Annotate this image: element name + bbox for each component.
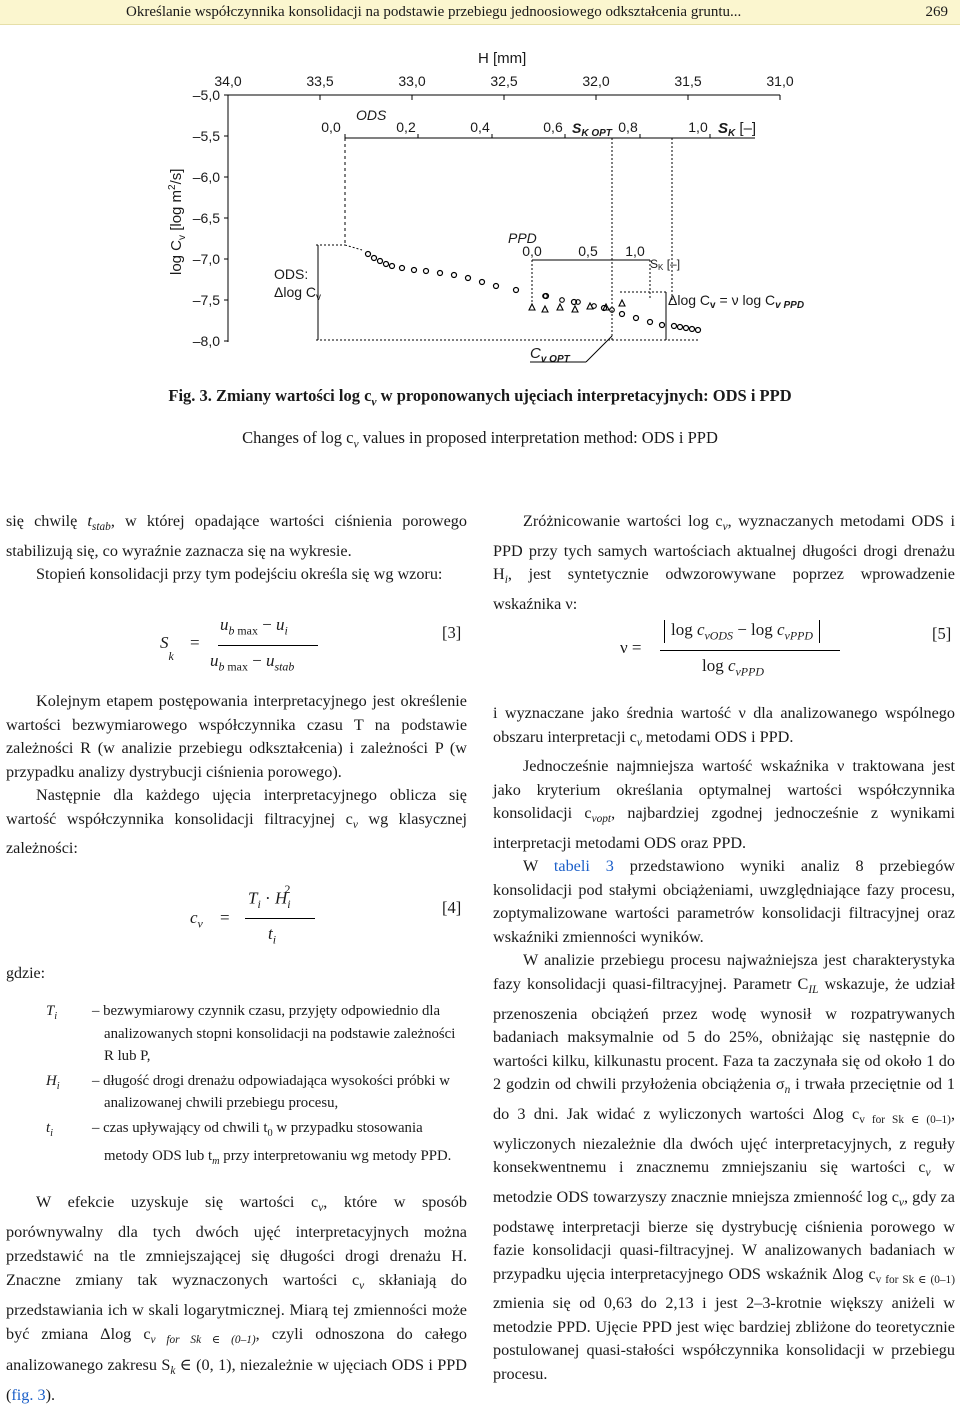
para: ). (45, 1385, 55, 1404)
para: w metodzie ODS towarzyszy znacznie mniejsza zmienność log c (493, 1158, 955, 1206)
para: Następnie dla każdego ujęcia interpretacyjnego oblicza się wartość współczynnika konsolidacji filtracyjnej c (6, 786, 467, 828)
para: wskazuje, że udział przenoszenia obciążeń przez wodę wynosił w rozpatrywanych badaniach maksymalnie od 5 do 25%, obniżając się następnie do wartości kilku, kilkunastu procent. Faza ta zaczynała się od około 1 do 2 godzin od chwili przyłożenia obciążenia σ (493, 974, 956, 1094)
ods-tick: 0,4 (470, 119, 490, 135)
def-Hi: $H_i$ – długość drogi drenażu odpowiadająca wysokości próbki w analizowanej chwili przebiegu procesu, (6, 1070, 467, 1115)
equation-3: $S_k$ = $u_{b max} - u_i$ $u_{b max} - u_{stab}$ [3] (160, 615, 462, 674)
para: , wyliczonych niezależnie dla dwóch ujęć interpretacyjnych, z reguły konsekwentnemu i znacznemu zmniejszaniu się wartości c (493, 1104, 955, 1177)
running-title: Określanie współczynnika konsolidacji na podstawie przebiegu jednoosiowego odkształcenia gruntu... (126, 4, 742, 20)
para: Jednocześnie najmniejsza wartość wskaźnika ν traktowana jest jako kryterium określania optymalnej wartości współczynnika konsolidacji c (493, 757, 955, 823)
para: i wyznaczane jako średnia wartość ν dla analizowanego wspólnego obszaru interpretacji c (493, 704, 955, 746)
para: wg klasycznej zależności: (6, 809, 467, 858)
para: skłaniają do przedstawiania ich w skali logarytmicznej. Miarą tej zmienności może być zmiana Δlog c (6, 1271, 467, 1344)
ods-tick: 0,2 (396, 119, 416, 135)
para: W efekcie uzyskuje się wartości c (36, 1193, 319, 1211)
para: metodami ODS i PPD. (641, 727, 794, 746)
ods-label: ODS (356, 107, 387, 123)
figure-caption-pl: Fig. 3. Zmiany wartości $\log c_v$ w proponowanych ujęciach interpretacyjnych: ODS i PPD (168, 386, 792, 409)
h-tick: 33,5 (306, 73, 334, 89)
h-tick: 33,0 (398, 73, 426, 89)
para: , w której opadające wartości ciśnienia porowego stabilizują się, co wyraźnie zaznacza się na wykresie. (6, 512, 467, 560)
ppd-tick: 0,0 (522, 243, 542, 259)
para: , gdy za podstawę interpretacji bierze się dystrybucję ciśnienia porowego w fazie konsolidacji quasi-filtracyjnej. W analizowanych badaniach w przypadku ujęcia interpretacyjnego ODS wskaźnik Δlog c (493, 1187, 955, 1283)
y-tick: –6,0 (192, 169, 220, 185)
def-text: – długość drogi drenażu odpowiadająca wysokości próbki w analizowanej chwili przebiegu procesu, (92, 1072, 450, 1111)
table-link[interactable]: tabeli 3 (553, 857, 614, 876)
y-tick: –7,0 (192, 251, 220, 267)
gdzie-label: gdzie: (6, 965, 46, 982)
equation-number: [3] (442, 623, 462, 642)
fig-link[interactable]: fig. 3 (11, 1385, 46, 1404)
ods-tick: 0,8 (618, 119, 638, 135)
sk-axis-label: $S_K$ [–] (718, 120, 757, 139)
y-tick: –5,5 (192, 128, 220, 144)
para: W (523, 857, 554, 876)
para: i trwała przeciętnie od 1 do 3 dni. Jak widać z wyliczonych wartości Δlog c (493, 1075, 956, 1123)
definitions (6, 1000, 467, 1173)
h-tick: 32,5 (490, 73, 518, 89)
y-tick: –6,5 (192, 210, 220, 226)
para: , jest syntetycznie odwzorowywane poprzez wprowadzenie wskaźnika ν: (493, 565, 955, 613)
caption-en-text: Changes of log c (242, 428, 354, 447)
def-Ti: $T_i$ – bezwymiarowy czynnik czasu, przyjęty odpowiednio dla analizowanych stopni konsolidacji na podstawie zależności R lub P, (6, 1000, 467, 1068)
y-tick: –7,5 (192, 292, 220, 308)
equation-5: ν = $\log c_{vODS} - \log c_{vPPD}$ $\log c_{vPPD}$ [5] (620, 620, 952, 679)
y-ticks (193, 87, 228, 349)
sk-opt-label: $S_{K OPT}$ (572, 120, 612, 139)
y-tick: –8,0 (192, 333, 220, 349)
y-axis-label (167, 169, 188, 275)
h-axis-title: H [mm] (478, 50, 527, 67)
para: , najbardziej zgodnej jednocześnie z wynikami interpretacji metodami ODS oraz PPD. (493, 804, 956, 852)
right-column-body: i wyznaczane jako średnia wartość ν dla analizowanego wspólnego obszaru interpretacji $c_v$ metodami ODS i PPD. Jednocześnie najmniejsza wartość wskaźnika ν traktowana jest jako kryterium określania optymalnej wartości współczynnika konsolidacji $c_{vopt}$, najbardziej zgodnej jednocześnie z wynikami interpretacji metodami ODS oraz PPD. W tabeli 3 przedstawiono wyniki analiz 8 przebiegów konsolidacji pod stałymi obciążeniami, uwzględniające fazy procesu, zoptymalizowane wartości parametrów konsolidacji filtracyjnej oraz wskaźniki zmienności wyników. W analizie przebiegu procesu najważniejsza jest charakterystyka fazy konsolidacji quasi-filtracyjnej. Parametr $C_{IL}$ wskazuje, że udział przenoszenia obciążeń przez wodę wynosił w rozpatrywanych badaniach maksymalnie od 5 do 25%, obniżając się następnie do wartości kilku, kilkunastu procent. Faza ta zaczynała się od około 1 do 2 godzin od chwili przyłożenia obciążenia $\sigma_n$ i trwała przeciętnie od 1 do 3 dni. Jak widać z wyliczonych wartości Δlog $c_{v for Sk \in (0-1)}$, wyliczonych niezależnie dla dwóch ujęć interpretacyjnych, z reguły konsekwentnemu i znacznemu zmniejszaniu się wartości $c_v$ w metodzie ODS towarzyszy znacznie mniejsza zmienność $\log c_v$, gdy za podstawę interpretacji bierze się dystrybucję ciśnienia porowego w fazie konsolidacji quasi-filtracyjnej. W analizowanych badaniach w przypadku ujęcia interpretacyjnego ODS wskaźnik Δlog $c_{v for Sk \in (0-1)}$ zmienia się od 0,63 do 2,13 i jest 2–3-krotnie większy aniżeli w metodzie PPD. Ujęcie PPD jest więc bardziej zbliżone do teoretycznie postulowanej quasi-stałości współczynnika konsolidacji w przebiegu procesu. (493, 704, 956, 1383)
ppd-sk-label: SK [–] (650, 257, 681, 272)
figure-3 (0, 30, 960, 370)
def-text: – bezwymiarowy czynnik czasu, przyjęty odpowiednio dla analizowanych stopni konsolidacji na podstawie zależności R lub P, (92, 1003, 456, 1064)
h-tick: 31,5 (674, 73, 702, 89)
figure-caption-en: Changes of $\log c_v$ values in proposed interpretation method: ODS i PPD (242, 428, 718, 451)
para: się chwilę (6, 512, 88, 530)
para: W analizie przebiegu procesu najważniejsza jest charakterystyka fazy konsolidacji quasi-filtracyjnej. Parametr C (493, 951, 955, 993)
page-number: 269 (925, 4, 948, 20)
para: , czyli odnoszona do całego analizowanego zakresu S (6, 1325, 467, 1374)
ods-tick: 1,0 (688, 119, 708, 135)
ods-delta-expr: Δlog $C_v$ (274, 284, 322, 303)
def-text: przy interpretowaniu wg metody PPD. (219, 1147, 452, 1164)
h-tick: 32,0 (582, 73, 610, 89)
caption-en-rest: values in proposed interpretation method: ODS i PPD (358, 428, 718, 447)
equation-number: [5] (932, 624, 952, 643)
left-column-bottom: W efekcie uzyskuje się wartości $c_v$, które w sposób porównywalny dla tych dwóch ujęć interpretacyjnych można przedstawić na tle zmniejszającej się długości drogi drenażu H. Znaczne zmiany tak wyznaczonych wartości $c_v$ skłaniają do przedstawiania ich w skali logarytmicznej. Miarą tej zmienności może być zmiana Δlog $c_{v for Sk \in (0-1)}$, czyli odnoszona do całego analizowanego zakresu $S_k$ ∈ (0, 1), niezależnie w ujęciach ODS i PPD (fig. 3). (6, 1193, 467, 1404)
def-text: w przypadku stosowania metody ODS lub t (104, 1119, 423, 1164)
para: , które w sposób porównywalny dla tych dwóch ujęć interpretacyjnych można przedstawić na tle zmniejszającej się długości drogi drenażu H. Znaczne zmiany tak wyznaczonych wartości c (6, 1193, 467, 1290)
para: , wyznaczanych metodami ODS i PPD przy tych samych wartościach aktualnej długości drogi drenażu H (493, 512, 955, 584)
ods-delta-label: ODS: (274, 266, 309, 282)
def-text: – czas upływający od chwili t (92, 1119, 268, 1136)
left-column-top: się chwilę $t_{stab}$, w której opadające wartości ciśnienia porowego stabilizują się, co wyraźnie zaznacza się na wykresie. Stopień konsolidacji przy tym podejściu określa się wg wzoru: (6, 512, 467, 584)
y-tick: –5,0 (192, 87, 220, 103)
caption-pl-text: Zmiany wartości log c (216, 386, 372, 405)
ods-tick: 0,6 (543, 119, 563, 135)
para: Stopień konsolidacji przy tym podejściu określa się wg wzoru: (36, 565, 443, 584)
para: ∈ (0, 1), niezależnie w ujęciach ODS i PPD ( (6, 1355, 467, 1404)
para: Zróżnicowanie wartości log c (523, 512, 723, 530)
para: przedstawiono wyniki analiz 8 przebiegów konsolidacji pod stałymi obciążeniami, uwzględniające fazy procesu, zoptymalizowane wartości parametrów konsolidacji filtracyjnej oraz wskaźniki zmienności wyników. (493, 857, 955, 946)
h-ticks (214, 73, 793, 100)
h-tick: 31,0 (766, 73, 794, 89)
right-column-top: Zróżnicowanie wartości $\log c_v$, wyznaczanych metodami ODS i PPD przy tych samych wartościach aktualnej długości drogi drenażu $H_i$, jest syntetycznie odwzorowywane poprzez wprowadzenie wskaźnika ν: (493, 512, 955, 613)
ods-tick: 0,0 (321, 119, 341, 135)
running-header (0, 0, 960, 25)
equation-number: [4] (442, 898, 462, 917)
def-ti: $t_i$ – czas upływający od chwili $t_0$ w przypadku stosowania metody ODS lub $t_m$ przy interpretowaniu wg metody PPD. (46, 1119, 452, 1167)
left-column-mid: Kolejnym etapem postępowania interpretacyjnego jest określenie wartości bezwymiarowego współczynnika czasu T na podstawie zależności R (w analizie przebiegu odkształcenia) i zależności P (w przypadku analizy dystrybucji ciśnienia porowego). Następnie dla każdego ujęcia interpretacyjnego oblicza się wartość współczynnika konsolidacji filtracyjnej $c_v$ wg klasycznej zależności: (6, 692, 467, 858)
svg-text:log Cv [log m2/s]: $\log C_v$ [log $m^2/s$] (167, 168, 188, 275)
cv-opt-label: $C_{v OPT}$ (530, 345, 570, 365)
caption-pl-rest: w proponowanych ujęciach interpretacyjnych: ODS i PPD (376, 386, 792, 405)
delta-eq: Δlog $C_v = \nu$ $\log C_{v PPD}$ (668, 292, 805, 311)
h-tick: 34,0 (214, 73, 242, 89)
para: zmienia się od 0,63 do 2,13 i jest 2–3-krotnie większy aniżeli w metodzie PPD. Ujęcie PPD jest więc bardziej zbliżone do teoretycznie postulowanej quasi-stałości współczynnika konsolidacji w przebiegu procesu. (493, 1294, 955, 1383)
para: Kolejnym etapem postępowania interpretacyjnego jest określenie wartości bezwymiarowego współczynnika czasu T na podstawie zależności R (w analizie przebiegu odkształcenia) i zależności P (w przypadku analizy dystrybucji ciśnienia porowego). (6, 692, 467, 781)
ppd-label: PPD (508, 230, 537, 246)
equation-4: $c_v$ = $T_i \cdot H_i^2$ $t_i$ [4] (190, 882, 462, 947)
figure-number: Fig. 3. (168, 386, 212, 405)
ppd-tick: 1,0 (625, 243, 645, 259)
ppd-tick: 0,5 (578, 243, 598, 259)
